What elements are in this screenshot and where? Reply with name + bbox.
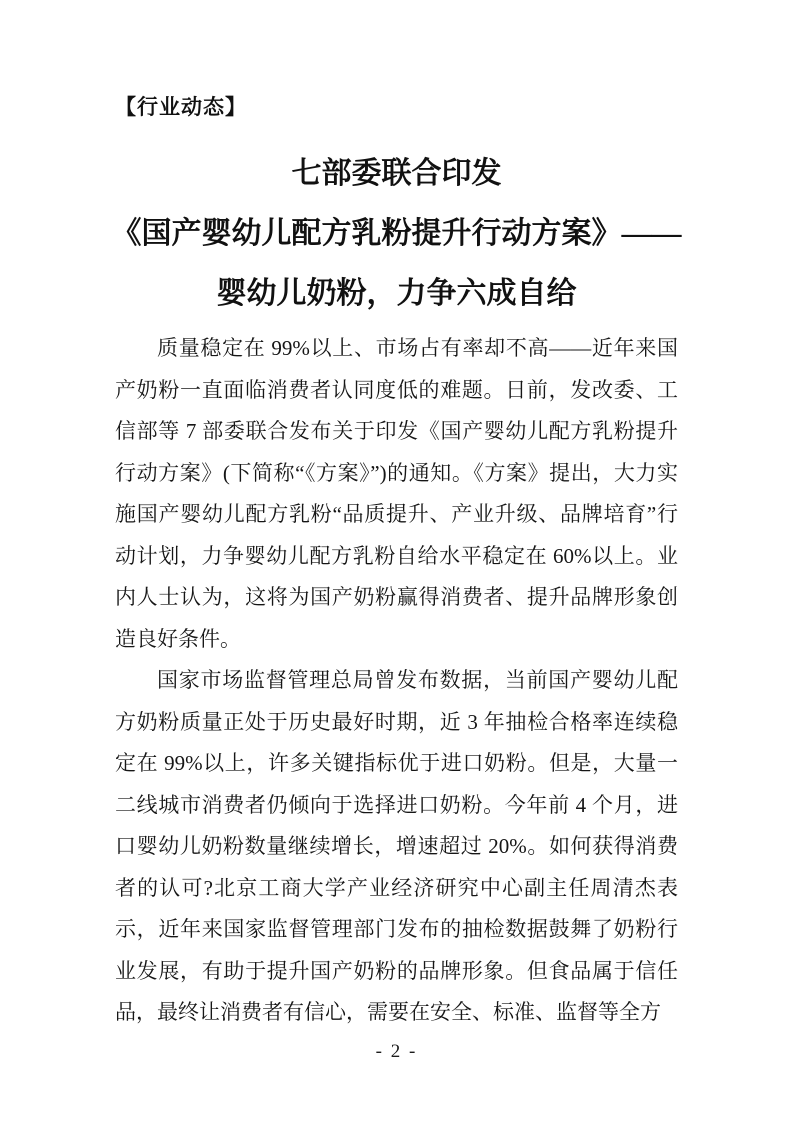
title-line-3: 婴幼儿奶粉，力争六成自给 [216,277,577,310]
page-number: - 2 - [375,1041,418,1062]
document-body [115,328,678,1034]
title-line-1: 七部委联合印发 [291,157,502,190]
paragraph-2: 国家市场监督管理总局曾发布数据，当前国产婴幼儿配方奶粉质量正处于历史最好时期，近 3 年抽检合格率连续稳定在 99%以上，许多关键指标优于进口奶粉。但是，大量一二线城市消费者仍倾向于选择进口奶粉。今年前 4 个月，进口婴幼儿奶粉数量继续增长，增速超过 20%。如何获得消费者的认可?北京工商大学产业经济研究中心副主任周清杰表示，近年来国家监督管理部门发布的抽检数据鼓舞了奶粉行业发展，有助于提升国产奶粉的品牌形象。但食品属于信任品，最终让消费者有信心，需要在安全、标准、监督等全方 [115,668,678,1024]
paragraph-1: 质量稳定在 99%以上、市场占有率却不高——近年来国产奶粉一直面临消费者认同度低的难题。日前，发改委、工信部等 7 部委联合发布关于印发《国产婴幼儿配方乳粉提升行动方案》(下简称“《方案》”)的通知。《方案》提出，大力实施国产婴幼儿配方乳粉“品质提升、产业升级、品牌培育”行动计划，力争婴幼儿配方乳粉自给水平稳定在 60%以上。业内人士认为，这将为国产奶粉赢得消费者、提升品牌形象创造良好条件。 [115,336,678,651]
section-label: 【行业动态】 [115,96,247,119]
document-title [95,144,698,324]
title-line-2: 《国产婴幼儿配方乳粉提升行动方案》—— [111,217,682,250]
